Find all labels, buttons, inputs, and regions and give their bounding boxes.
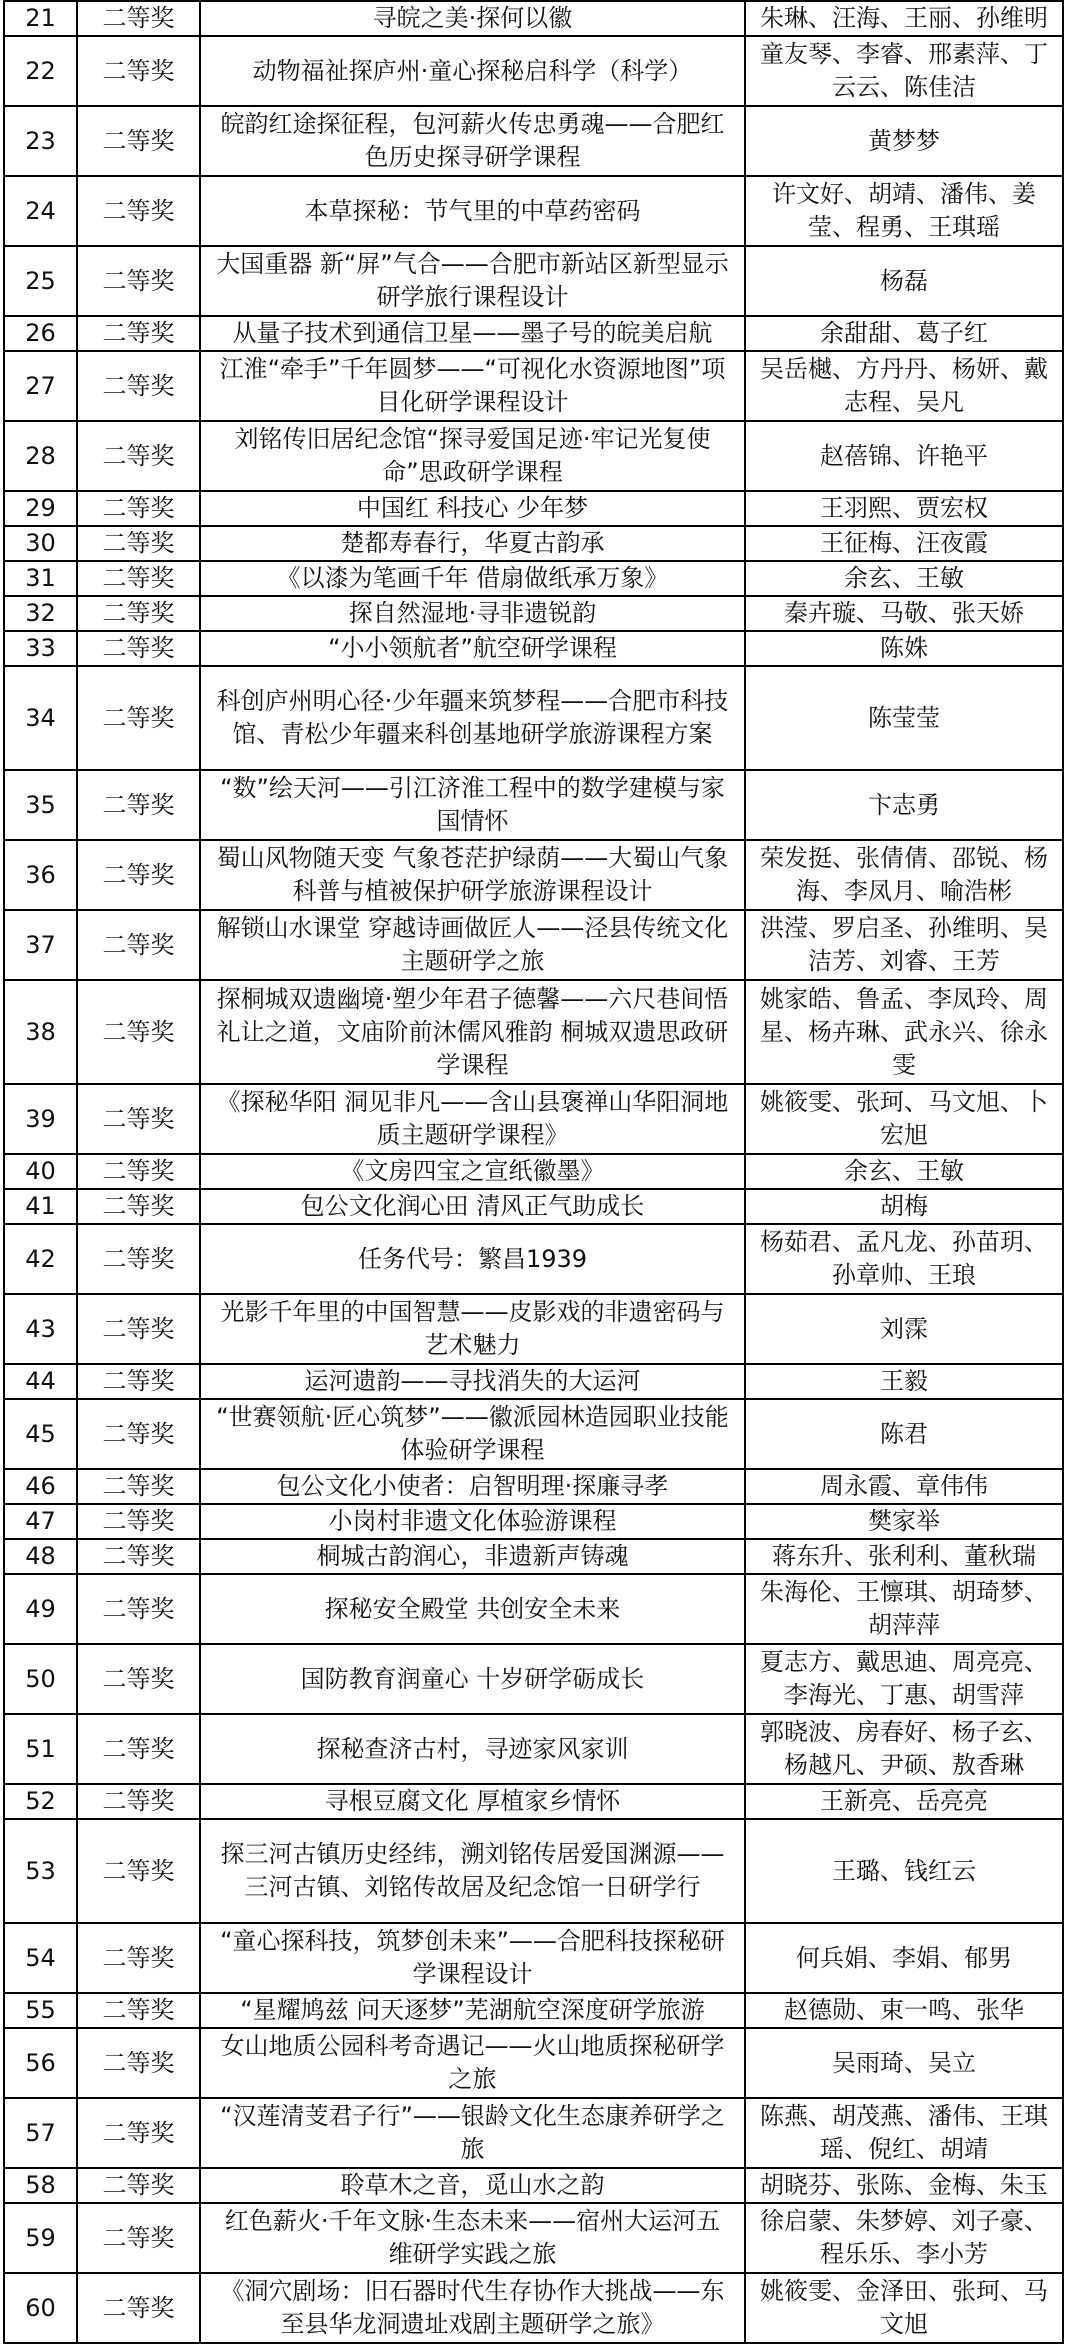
table-row (4, 36, 1063, 106)
table-row (4, 770, 1063, 840)
authors: 何兵娟、李娟、郁男 (745, 1923, 1063, 1993)
row-number: 29 (4, 491, 77, 526)
award-level: 二等奖 (77, 840, 200, 910)
row-number: 38 (4, 980, 77, 1084)
authors: 童友琴、李睿、邢素萍、丁云云、陈佳洁 (745, 36, 1063, 106)
project-title: 蜀山风物随天变 气象苍茫护绿荫——大蜀山气象科普与植被保护研学旅游课程设计 (200, 840, 745, 910)
table-row (4, 246, 1063, 316)
table-row (4, 2273, 1063, 2343)
authors: 王征梅、汪夜霞 (745, 526, 1063, 561)
row-number: 46 (4, 1469, 77, 1504)
table-row (4, 980, 1063, 1084)
award-level: 二等奖 (77, 1224, 200, 1294)
authors: 余甜甜、葛子红 (745, 316, 1063, 351)
table-row (4, 1084, 1063, 1154)
project-title: 任务代号：繁昌1939 (200, 1224, 745, 1294)
row-number: 57 (4, 2098, 77, 2168)
project-title: 本草探秘：节气里的中草药密码 (200, 176, 745, 246)
table-row (4, 1539, 1063, 1574)
authors: 朱海伦、王懔琪、胡琦梦、胡萍萍 (745, 1574, 1063, 1644)
table-row (4, 1574, 1063, 1644)
award-level: 二等奖 (77, 1294, 200, 1364)
row-number: 21 (4, 1, 77, 36)
award-level: 二等奖 (77, 491, 200, 526)
row-number: 34 (4, 666, 77, 770)
authors: 徐启蒙、朱梦婷、刘子豪、程乐乐、李小芳 (745, 2203, 1063, 2273)
authors: 陈莹莹 (745, 666, 1063, 770)
project-title: 聆草木之音，觅山水之韵 (200, 2168, 745, 2203)
award-level: 二等奖 (77, 2273, 200, 2343)
award-level: 二等奖 (77, 2203, 200, 2273)
authors: 秦卉璇、马敬、张天娇 (745, 596, 1063, 631)
award-level: 二等奖 (77, 2098, 200, 2168)
award-level: 二等奖 (77, 1084, 200, 1154)
project-title: 楚都寿春行，华夏古韵承 (200, 526, 745, 561)
project-title: 运河遗韵——寻找消失的大运河 (200, 1364, 745, 1399)
project-title: “星耀鸠兹 问天逐梦”芜湖航空深度研学旅游 (200, 1993, 745, 2028)
table-row (4, 2203, 1063, 2273)
project-title: “童心探科技，筑梦创未来”——合肥科技探秘研学课程设计 (200, 1923, 745, 1993)
row-number: 40 (4, 1154, 77, 1189)
award-level: 二等奖 (77, 1469, 200, 1504)
award-level: 二等奖 (77, 561, 200, 596)
award-level: 二等奖 (77, 910, 200, 980)
row-number: 33 (4, 631, 77, 666)
table-row (4, 526, 1063, 561)
row-number: 49 (4, 1574, 77, 1644)
award-level: 二等奖 (77, 526, 200, 561)
authors: 洪滢、罗启圣、孙维明、吴洁芳、刘睿、王芳 (745, 910, 1063, 980)
row-number: 55 (4, 1993, 77, 2028)
project-title: 江淮“牵手”千年圆梦——“可视化水资源地图”项目化研学课程设计 (200, 351, 745, 421)
authors: 王新亮、岳亮亮 (745, 1784, 1063, 1819)
row-number: 43 (4, 1294, 77, 1364)
row-number: 51 (4, 1714, 77, 1784)
table-row (4, 1364, 1063, 1399)
row-number: 47 (4, 1504, 77, 1539)
award-level: 二等奖 (77, 1993, 200, 2028)
awards-table-body (4, 1, 1063, 2343)
row-number: 32 (4, 596, 77, 631)
awards-table-wrapper (3, 0, 1064, 2344)
authors: 蒋东升、张利利、董秋瑞 (745, 1539, 1063, 1574)
authors: 卞志勇 (745, 770, 1063, 840)
award-level: 二等奖 (77, 980, 200, 1084)
table-row (4, 1504, 1063, 1539)
authors: 杨茹君、孟凡龙、孙苗玥、孙章帅、王琅 (745, 1224, 1063, 1294)
authors: 姚筱雯、张珂、马文旭、卜宏旭 (745, 1084, 1063, 1154)
table-row (4, 1819, 1063, 1923)
row-number: 58 (4, 2168, 77, 2203)
award-level: 二等奖 (77, 596, 200, 631)
award-level: 二等奖 (77, 1, 200, 36)
authors: 刘霂 (745, 1294, 1063, 1364)
authors: 姚家皓、鲁孟、李凤玲、周星、杨卉琳、武永兴、徐永雯 (745, 980, 1063, 1084)
table-row (4, 596, 1063, 631)
project-title: 大国重器 新“屏”气合——合肥市新站区新型显示研学旅行课程设计 (200, 246, 745, 316)
project-title: 中国红 科技心 少年梦 (200, 491, 745, 526)
awards-table (3, 0, 1064, 2344)
authors: 王璐、钱红云 (745, 1819, 1063, 1923)
row-number: 27 (4, 351, 77, 421)
project-title: 探秘安全殿堂 共创安全未来 (200, 1574, 745, 1644)
row-number: 60 (4, 2273, 77, 2343)
table-row (4, 106, 1063, 176)
table-row (4, 1993, 1063, 2028)
authors: 郭晓波、房春好、杨子玄、杨越凡、尹硕、敖香琳 (745, 1714, 1063, 1784)
project-title: 动物福祉探庐州·童心探秘启科学（科学） (200, 36, 745, 106)
table-row (4, 1189, 1063, 1224)
table-row (4, 351, 1063, 421)
award-level: 二等奖 (77, 1399, 200, 1469)
authors: 樊家举 (745, 1504, 1063, 1539)
project-title: 寻皖之美·探何以徽 (200, 1, 745, 36)
table-row (4, 1294, 1063, 1364)
project-title: 红色薪火·千年文脉·生态未来——宿州大运河五维研学实践之旅 (200, 2203, 745, 2273)
table-row (4, 1923, 1063, 1993)
row-number: 35 (4, 770, 77, 840)
project-title: 探自然湿地·寻非遗锐韵 (200, 596, 745, 631)
project-title: 解锁山水课堂 穿越诗画做匠人——泾县传统文化主题研学之旅 (200, 910, 745, 980)
authors: 姚筱雯、金泽田、张珂、马文旭 (745, 2273, 1063, 2343)
authors: 余玄、王敏 (745, 1154, 1063, 1189)
row-number: 30 (4, 526, 77, 561)
table-row (4, 1399, 1063, 1469)
award-level: 二等奖 (77, 1154, 200, 1189)
table-row (4, 2168, 1063, 2203)
authors: 胡梅 (745, 1189, 1063, 1224)
row-number: 31 (4, 561, 77, 596)
award-level: 二等奖 (77, 1784, 200, 1819)
authors: 许文好、胡靖、潘伟、姜莹、程勇、王琪瑶 (745, 176, 1063, 246)
award-level: 二等奖 (77, 1819, 200, 1923)
project-title: 女山地质公园科考奇遇记——火山地质探秘研学之旅 (200, 2028, 745, 2098)
award-level: 二等奖 (77, 106, 200, 176)
row-number: 48 (4, 1539, 77, 1574)
row-number: 37 (4, 910, 77, 980)
authors: 余玄、王敏 (745, 561, 1063, 596)
table-row (4, 666, 1063, 770)
authors: 王羽熙、贾宏权 (745, 491, 1063, 526)
table-row (4, 1644, 1063, 1714)
table-row (4, 561, 1063, 596)
table-row (4, 1784, 1063, 1819)
authors: 杨磊 (745, 246, 1063, 316)
project-title: 小岗村非遗文化体验游课程 (200, 1504, 745, 1539)
project-title: 光影千年里的中国智慧——皮影戏的非遗密码与艺术魅力 (200, 1294, 745, 1364)
project-title: 科创庐州明心径·少年疆来筑梦程——合肥市科技馆、青松少年疆来科创基地研学旅游课程方案 (200, 666, 745, 770)
row-number: 39 (4, 1084, 77, 1154)
table-row (4, 316, 1063, 351)
table-row (4, 491, 1063, 526)
row-number: 28 (4, 421, 77, 491)
row-number: 59 (4, 2203, 77, 2273)
project-title: 《文房四宝之宣纸徽墨》 (200, 1154, 745, 1189)
table-row (4, 2028, 1063, 2098)
project-title: 皖韵红途探征程，包河薪火传忠勇魂——合肥红色历史探寻研学课程 (200, 106, 745, 176)
row-number: 53 (4, 1819, 77, 1923)
project-title: 探秘查济古村，寻迹家风家训 (200, 1714, 745, 1784)
award-level: 二等奖 (77, 631, 200, 666)
authors: 赵蓓锦、许艳平 (745, 421, 1063, 491)
authors: 胡晓芬、张陈、金梅、朱玉 (745, 2168, 1063, 2203)
row-number: 26 (4, 316, 77, 351)
award-level: 二等奖 (77, 1574, 200, 1644)
project-title: “汉莲清芰君子行”——银龄文化生态康养研学之旅 (200, 2098, 745, 2168)
table-row (4, 1714, 1063, 1784)
table-row (4, 1224, 1063, 1294)
row-number: 44 (4, 1364, 77, 1399)
row-number: 50 (4, 1644, 77, 1714)
table-row (4, 421, 1063, 491)
table-row (4, 840, 1063, 910)
authors: 吴岳樾、方丹丹、杨妍、戴志程、吴凡 (745, 351, 1063, 421)
authors: 夏志方、戴思迪、周亮亮、李海光、丁惠、胡雪萍 (745, 1644, 1063, 1714)
project-title: 《以漆为笔画千年 借扇做纸承万象》 (200, 561, 745, 596)
award-level: 二等奖 (77, 1923, 200, 1993)
project-title: “小小领航者”航空研学课程 (200, 631, 745, 666)
award-level: 二等奖 (77, 666, 200, 770)
project-title: 刘铭传旧居纪念馆“探寻爱国足迹·牢记光复使命”思政研学课程 (200, 421, 745, 491)
project-title: “数”绘天河——引江济淮工程中的数学建模与家国情怀 (200, 770, 745, 840)
award-level: 二等奖 (77, 2168, 200, 2203)
project-title: 寻根豆腐文化 厚植家乡情怀 (200, 1784, 745, 1819)
award-level: 二等奖 (77, 1189, 200, 1224)
project-title: 桐城古韵润心，非遗新声铸魂 (200, 1539, 745, 1574)
row-number: 24 (4, 176, 77, 246)
award-level: 二等奖 (77, 1714, 200, 1784)
project-title: 国防教育润童心 十岁研学砺成长 (200, 1644, 745, 1714)
row-number: 25 (4, 246, 77, 316)
award-level: 二等奖 (77, 1644, 200, 1714)
authors: 陈君 (745, 1399, 1063, 1469)
row-number: 52 (4, 1784, 77, 1819)
row-number: 45 (4, 1399, 77, 1469)
table-row (4, 1, 1063, 36)
table-row (4, 176, 1063, 246)
authors: 周永霞、章伟伟 (745, 1469, 1063, 1504)
row-number: 54 (4, 1923, 77, 1993)
award-level: 二等奖 (77, 176, 200, 246)
row-number: 42 (4, 1224, 77, 1294)
project-title: “世赛领航·匠心筑梦”——徽派园林造园职业技能体验研学课程 (200, 1399, 745, 1469)
project-title: 从量子技术到通信卫星——墨子号的皖美启航 (200, 316, 745, 351)
award-level: 二等奖 (77, 316, 200, 351)
authors: 荣发挺、张倩倩、邵锐、杨海、李凤月、喻浩彬 (745, 840, 1063, 910)
project-title: 探桐城双遗幽境·塑少年君子德馨——六尺巷间悟礼让之道，文庙阶前沐儒风雅韵 桐城双遗思政研学课程 (200, 980, 745, 1084)
authors: 赵德勋、束一鸣、张华 (745, 1993, 1063, 2028)
table-row (4, 1469, 1063, 1504)
award-level: 二等奖 (77, 1539, 200, 1574)
project-title: 包公文化小使者：启智明理·探廉寻孝 (200, 1469, 745, 1504)
authors: 朱琳、汪海、王丽、孙维明 (745, 1, 1063, 36)
row-number: 22 (4, 36, 77, 106)
award-level: 二等奖 (77, 1364, 200, 1399)
award-level: 二等奖 (77, 351, 200, 421)
row-number: 41 (4, 1189, 77, 1224)
table-row (4, 2098, 1063, 2168)
project-title: 《洞穴剧场：旧石器时代生存协作大挑战——东至县华龙洞遗址戏剧主题研学之旅》 (200, 2273, 745, 2343)
row-number: 56 (4, 2028, 77, 2098)
authors: 黄梦梦 (745, 106, 1063, 176)
award-level: 二等奖 (77, 36, 200, 106)
table-row (4, 910, 1063, 980)
project-title: 包公文化润心田 清风正气助成长 (200, 1189, 745, 1224)
authors: 陈燕、胡茂燕、潘伟、王琪瑶、倪红、胡靖 (745, 2098, 1063, 2168)
authors: 王毅 (745, 1364, 1063, 1399)
row-number: 23 (4, 106, 77, 176)
award-level: 二等奖 (77, 2028, 200, 2098)
award-level: 二等奖 (77, 770, 200, 840)
award-level: 二等奖 (77, 1504, 200, 1539)
table-row (4, 1154, 1063, 1189)
row-number: 36 (4, 840, 77, 910)
authors: 陈姝 (745, 631, 1063, 666)
project-title: 探三河古镇历史经纬，溯刘铭传居爱国渊源——三河古镇、刘铭传故居及纪念馆一日研学行 (200, 1819, 745, 1923)
award-level: 二等奖 (77, 246, 200, 316)
project-title: 《探秘华阳 洞见非凡——含山县褒禅山华阳洞地质主题研学课程》 (200, 1084, 745, 1154)
authors: 吴雨琦、吴立 (745, 2028, 1063, 2098)
award-level: 二等奖 (77, 421, 200, 491)
table-row (4, 631, 1063, 666)
